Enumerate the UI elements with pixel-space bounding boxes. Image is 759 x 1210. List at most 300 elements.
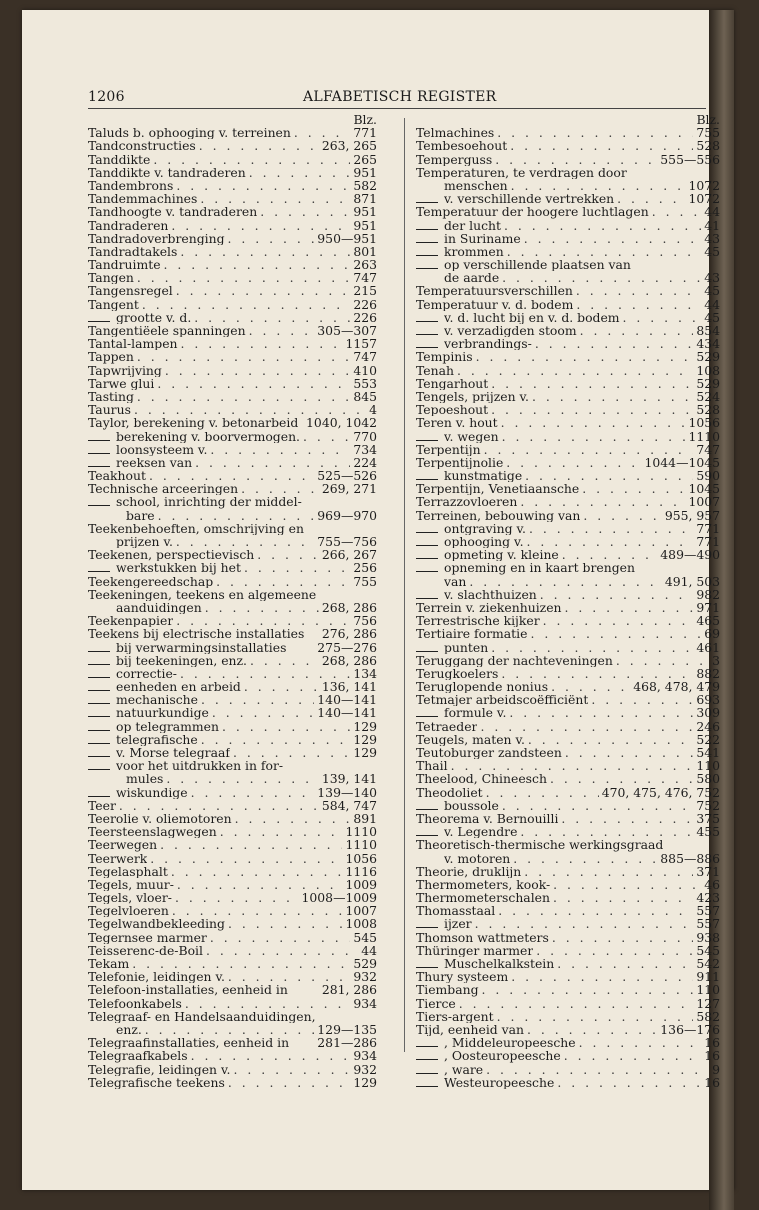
entry-pages: 136, 141 bbox=[321, 680, 377, 694]
dot-leader bbox=[210, 931, 351, 944]
index-entry bbox=[416, 469, 720, 482]
entry-term: , Middeleuropeesche bbox=[444, 1036, 576, 1050]
entry-term: Tandraderen bbox=[88, 218, 169, 232]
index-entry bbox=[416, 1063, 720, 1076]
entry-pages: 555—556 bbox=[660, 152, 720, 166]
entry-term: Thüringer marmer bbox=[416, 943, 534, 957]
entry-term: Telmachines bbox=[416, 126, 495, 140]
entry-term: Tegelasphalt bbox=[88, 864, 168, 878]
entry-pages: 1008 bbox=[345, 917, 377, 931]
entry-pages: 16 bbox=[704, 1036, 720, 1050]
entry-pages: 1008—1009 bbox=[301, 891, 377, 905]
entry-term: Tantal-lampen bbox=[88, 337, 178, 351]
index-entry bbox=[88, 588, 377, 601]
entry-pages: 580 bbox=[696, 772, 720, 786]
entry-pages: 541 bbox=[696, 746, 720, 760]
dot-leader bbox=[553, 891, 693, 904]
entry-pages: 44 bbox=[704, 297, 720, 311]
dot-leader bbox=[142, 298, 350, 311]
entry-pages: 1072 bbox=[688, 178, 720, 193]
dot-leader bbox=[181, 337, 343, 350]
dot-leader bbox=[199, 139, 319, 152]
entry-term: Tandhoogte v. tandraderen bbox=[88, 205, 258, 219]
entry-term: enz. bbox=[116, 1022, 142, 1037]
dot-leader bbox=[583, 509, 661, 522]
dot-leader bbox=[176, 535, 314, 548]
entry-pages: 734 bbox=[353, 442, 377, 456]
entry-pages: 44 bbox=[704, 205, 720, 219]
entry-pages: 16 bbox=[704, 1049, 720, 1063]
dot-leader bbox=[191, 786, 315, 799]
dot-leader bbox=[195, 456, 350, 469]
dot-leader bbox=[616, 654, 709, 667]
entry-pages: 410 bbox=[353, 363, 377, 377]
entry-term: Theelood, Chineesch bbox=[416, 772, 547, 786]
entry-term: Tegelvloeren bbox=[88, 904, 169, 918]
ditto-dash bbox=[416, 545, 438, 546]
ditto-dash bbox=[88, 796, 110, 797]
entry-term: bij verwarmingsinstallaties bbox=[116, 640, 287, 654]
ditto-dash bbox=[416, 268, 438, 269]
ditto-dash bbox=[88, 453, 110, 454]
index-entry bbox=[416, 654, 720, 667]
index-entry bbox=[88, 997, 377, 1010]
dot-leader bbox=[540, 588, 694, 601]
dot-leader bbox=[241, 482, 319, 495]
entry-pages: 771 bbox=[696, 521, 720, 535]
index-entry bbox=[416, 852, 720, 865]
index-entry bbox=[416, 1049, 720, 1062]
entry-pages: 524 bbox=[696, 389, 720, 404]
entry-pages: 801 bbox=[353, 244, 377, 259]
entry-pages: 226 bbox=[353, 297, 377, 311]
dot-leader bbox=[495, 153, 657, 166]
dot-leader bbox=[249, 324, 315, 337]
index-entry bbox=[88, 126, 377, 139]
ditto-dash bbox=[416, 571, 438, 572]
entry-term: Tegels, vloer- bbox=[88, 891, 172, 905]
index-entry bbox=[416, 904, 720, 917]
dot-leader bbox=[294, 126, 350, 139]
entry-term: Tandruimte bbox=[88, 258, 161, 272]
index-entry bbox=[88, 706, 377, 719]
entry-term: v. slachthuizen bbox=[444, 587, 537, 601]
entry-term: boussole bbox=[444, 798, 499, 812]
dot-leader bbox=[166, 772, 318, 785]
index-entry bbox=[88, 416, 377, 429]
ditto-dash bbox=[88, 664, 110, 665]
entry-term: eenheden en arbeid bbox=[116, 680, 241, 694]
dot-leader bbox=[132, 957, 350, 970]
index-entry bbox=[416, 759, 720, 772]
entry-term: op telegrammen bbox=[116, 719, 219, 733]
index-entry bbox=[88, 495, 377, 508]
entry-term: Tanddikte v. tandraderen bbox=[88, 165, 246, 179]
dot-leader bbox=[525, 469, 693, 482]
dot-leader bbox=[176, 179, 350, 192]
index-entry bbox=[88, 983, 377, 996]
entry-term: Tegels, muur- bbox=[88, 877, 174, 892]
entry-term: mules bbox=[126, 772, 164, 786]
entry-term: Temperatuur der hoogere luchtlagen bbox=[416, 205, 649, 219]
dot-leader bbox=[201, 733, 351, 746]
entry-pages: 129 bbox=[353, 732, 377, 746]
entry-pages: 226 bbox=[353, 310, 377, 324]
ditto-dash bbox=[416, 835, 438, 836]
index-entry bbox=[88, 865, 377, 878]
ditto-dash bbox=[416, 479, 438, 480]
ditto-dash bbox=[416, 347, 438, 348]
index-entry bbox=[88, 153, 377, 166]
entry-term: Telegraafinstallaties, eenheid in bbox=[88, 1036, 290, 1050]
dot-leader bbox=[194, 311, 350, 324]
ditto-dash bbox=[416, 440, 438, 441]
dot-leader bbox=[476, 350, 694, 363]
entry-term: Teekenbehoeften, omschrijving en bbox=[88, 521, 304, 535]
blz-label: Blz. bbox=[353, 112, 377, 127]
dot-leader bbox=[480, 720, 693, 733]
index-entry bbox=[88, 904, 377, 917]
index-entry bbox=[416, 931, 720, 944]
entry-pages: 45 bbox=[704, 244, 720, 259]
dot-leader bbox=[497, 1010, 694, 1023]
dot-leader bbox=[502, 271, 701, 284]
entry-term: school, inrichting der middel- bbox=[116, 495, 302, 509]
index-entry bbox=[416, 601, 720, 614]
index-entry bbox=[416, 403, 720, 416]
entry-term: Teekeningen, teekens en algemeene bbox=[88, 587, 317, 601]
entry-pages: 1110 bbox=[345, 825, 377, 839]
entry-term: , Oosteuropeesche bbox=[444, 1049, 561, 1063]
entry-pages: 582 bbox=[696, 1009, 720, 1023]
ditto-dash bbox=[416, 558, 438, 559]
dot-leader bbox=[510, 139, 693, 152]
dot-leader bbox=[550, 772, 693, 785]
index-entry bbox=[416, 245, 720, 258]
entry-pages: 755 bbox=[353, 574, 377, 588]
index-entry bbox=[88, 799, 377, 812]
index-entry bbox=[416, 825, 720, 838]
entry-pages: 3 bbox=[712, 653, 720, 667]
entry-term: v. verzadigden stoom bbox=[444, 324, 577, 338]
entry-pages: 69 bbox=[704, 627, 720, 641]
dot-leader bbox=[303, 430, 350, 443]
entry-pages: 129 bbox=[353, 1075, 377, 1089]
index-entry bbox=[416, 377, 720, 390]
entry-term: Teekengereedschap bbox=[88, 574, 214, 588]
entry-term: v. Morse telegraaf bbox=[116, 746, 230, 760]
dot-leader bbox=[249, 166, 351, 179]
index-entry bbox=[416, 179, 720, 192]
dot-leader bbox=[176, 614, 350, 627]
entry-term: Thermometerschalen bbox=[416, 891, 550, 905]
entry-pages: 43 bbox=[704, 271, 720, 285]
entry-pages: 4 bbox=[369, 403, 377, 417]
dot-leader bbox=[244, 561, 350, 574]
index-entry bbox=[416, 891, 720, 904]
column-divider bbox=[404, 118, 405, 1052]
index-entry bbox=[88, 179, 377, 192]
entry-pages: 1056 bbox=[688, 416, 720, 430]
ditto-dash bbox=[88, 466, 110, 467]
dot-leader bbox=[501, 416, 686, 429]
entry-term: Taluds b. ophooging v. terreinen bbox=[88, 126, 291, 140]
entry-term: Taylor, berekening v. betonarbeid bbox=[88, 416, 299, 430]
dot-leader bbox=[530, 627, 701, 640]
index-entry bbox=[88, 245, 377, 258]
index-entry bbox=[416, 1036, 720, 1049]
index-entry bbox=[88, 469, 377, 482]
index-entry bbox=[88, 970, 377, 983]
entry-pages: 1009 bbox=[345, 877, 377, 892]
index-entry bbox=[416, 944, 720, 957]
dot-leader bbox=[228, 232, 315, 245]
entry-term: Tarwe glui bbox=[88, 376, 155, 390]
entry-pages: 305—307 bbox=[317, 324, 377, 338]
entry-pages: 215 bbox=[353, 284, 377, 298]
entry-term: Tengels, prijzen v. bbox=[416, 389, 529, 404]
entry-term: Teersteenslagwegen bbox=[88, 825, 217, 839]
entry-pages: 1056 bbox=[345, 851, 377, 865]
entry-pages: 1110 bbox=[688, 429, 720, 443]
dot-leader bbox=[134, 403, 366, 416]
entry-pages: 545 bbox=[696, 943, 720, 957]
dot-leader bbox=[172, 904, 343, 917]
entry-pages: 590 bbox=[696, 469, 720, 483]
entry-term: Tertiaire formatie bbox=[416, 627, 528, 641]
entry-term: Teekenen, perspectievisch bbox=[88, 548, 255, 562]
index-entry bbox=[88, 232, 377, 245]
dot-leader bbox=[137, 350, 350, 363]
dot-leader bbox=[459, 997, 694, 1010]
ditto-dash bbox=[416, 598, 438, 599]
index-entry bbox=[416, 983, 720, 996]
index-entry bbox=[416, 561, 720, 574]
entry-term: Terugkoelers bbox=[416, 666, 499, 681]
dot-leader bbox=[562, 548, 658, 561]
dot-leader bbox=[145, 1023, 315, 1036]
dot-leader bbox=[171, 219, 350, 232]
entry-term: der lucht bbox=[444, 218, 501, 232]
ditto-dash bbox=[416, 809, 438, 810]
dot-leader bbox=[486, 786, 599, 799]
dot-leader bbox=[491, 377, 693, 390]
index-entry bbox=[88, 337, 377, 350]
ditto-dash bbox=[416, 967, 438, 968]
dot-leader bbox=[216, 575, 350, 588]
entry-term: Terrestrische kijker bbox=[416, 614, 540, 628]
entry-term: Thury systeem bbox=[416, 970, 509, 984]
entry-pages: 268, 286 bbox=[321, 600, 377, 615]
index-entry bbox=[416, 865, 720, 878]
dot-leader bbox=[491, 641, 693, 654]
entry-pages: 755—756 bbox=[317, 535, 377, 549]
entry-pages: 1116 bbox=[345, 864, 377, 878]
index-entry bbox=[88, 509, 377, 522]
index-entry bbox=[88, 838, 377, 851]
entry-term: op verschillende plaatsen van bbox=[444, 258, 631, 272]
entry-pages: 129 bbox=[353, 746, 377, 760]
ditto-dash bbox=[88, 769, 110, 770]
entry-term: Telefoon-installaties, eenheid in bbox=[88, 983, 288, 997]
entry-term: Teutoburger zandsteen bbox=[416, 746, 562, 760]
entry-term: Tekam bbox=[88, 957, 130, 971]
entry-pages: 971 bbox=[696, 600, 720, 615]
entry-term: Teugels, maten v. bbox=[416, 732, 525, 746]
entry-pages: 134 bbox=[353, 666, 377, 681]
index-entry bbox=[416, 324, 720, 337]
dot-leader bbox=[576, 284, 701, 297]
entry-pages: 45 bbox=[704, 310, 720, 324]
entry-term: Tijd, eenheid van bbox=[416, 1022, 525, 1037]
index-entry bbox=[88, 311, 377, 324]
dot-leader bbox=[520, 825, 693, 838]
ditto-dash bbox=[416, 334, 438, 335]
dot-leader bbox=[491, 403, 693, 416]
entry-term: Temperatuur v. d. bodem bbox=[416, 297, 574, 311]
dot-leader bbox=[228, 917, 342, 930]
dot-leader bbox=[553, 878, 701, 891]
entry-term: loonsysteem v. bbox=[116, 442, 208, 456]
page-number: 1206 bbox=[88, 89, 125, 105]
entry-term: voor het uitdrukken in for- bbox=[116, 759, 284, 773]
dot-leader bbox=[502, 799, 693, 812]
ditto-dash bbox=[416, 202, 438, 203]
index-entry bbox=[88, 192, 377, 205]
dot-leader bbox=[561, 812, 693, 825]
dot-leader bbox=[543, 614, 694, 627]
index-entry bbox=[416, 495, 720, 508]
entry-pages: 375 bbox=[696, 811, 720, 826]
entry-pages: 1110 bbox=[345, 838, 377, 852]
index-entry bbox=[88, 746, 377, 759]
dot-leader bbox=[524, 232, 702, 245]
entry-term: Thermometers, kook- bbox=[416, 877, 551, 892]
dot-leader bbox=[235, 812, 351, 825]
right-column bbox=[416, 113, 720, 1089]
dot-leader bbox=[119, 799, 319, 812]
index-entry bbox=[88, 377, 377, 390]
ditto-dash bbox=[88, 703, 110, 704]
dot-leader bbox=[501, 667, 693, 680]
index-entry bbox=[88, 891, 377, 904]
index-entry bbox=[88, 786, 377, 799]
entry-term: Teruggang der nachteveningen bbox=[416, 653, 613, 667]
entry-pages: 139—140 bbox=[317, 785, 377, 799]
index-entry bbox=[88, 1076, 377, 1089]
dot-leader bbox=[564, 1049, 701, 1062]
ditto-dash bbox=[88, 743, 110, 744]
index-entry bbox=[88, 654, 377, 667]
index-entry bbox=[416, 311, 720, 324]
entry-pages: 1007 bbox=[345, 904, 377, 918]
dot-leader bbox=[486, 1063, 709, 1076]
entry-term: wiskundige bbox=[116, 785, 188, 799]
entry-term: Teisserenc-de-Boil bbox=[88, 943, 203, 957]
index-entry bbox=[416, 746, 720, 759]
ditto-dash bbox=[416, 321, 438, 322]
index-entry bbox=[88, 364, 377, 377]
index-entry bbox=[88, 917, 377, 930]
dot-leader bbox=[149, 469, 314, 482]
ditto-dash bbox=[416, 242, 438, 243]
index-entry bbox=[416, 614, 720, 627]
entry-term: Tembesoehout bbox=[416, 139, 508, 153]
index-entry bbox=[88, 693, 377, 706]
entry-pages: 528 bbox=[696, 139, 720, 153]
index-entry bbox=[416, 482, 720, 495]
index-entry bbox=[88, 852, 377, 865]
index-entry bbox=[88, 667, 377, 680]
index-entry bbox=[416, 997, 720, 1010]
index-entry bbox=[416, 390, 720, 403]
entry-pages: 470, 475, 476, 752 bbox=[601, 785, 720, 799]
dot-leader bbox=[576, 298, 701, 311]
entry-pages: 582 bbox=[353, 178, 377, 193]
entry-pages: 770 bbox=[353, 429, 377, 443]
entry-pages: 43 bbox=[704, 231, 720, 245]
dot-leader bbox=[212, 706, 314, 719]
entry-term: Teruglopende nonius bbox=[416, 680, 549, 694]
page-header bbox=[88, 89, 713, 109]
index-entry bbox=[88, 271, 377, 284]
ditto-dash bbox=[416, 255, 438, 256]
index-entry bbox=[416, 350, 720, 363]
dot-leader bbox=[580, 324, 694, 337]
entry-term: ophooging v. bbox=[444, 535, 524, 549]
entry-term: krommen bbox=[444, 244, 504, 259]
entry-pages: 434 bbox=[696, 337, 720, 351]
entry-pages: 140—141 bbox=[317, 706, 377, 720]
dot-leader bbox=[552, 931, 694, 944]
entry-term: telegrafische bbox=[116, 732, 198, 746]
entry-pages: 41 bbox=[704, 218, 720, 232]
entry-pages: 136—176 bbox=[660, 1022, 720, 1037]
index-entry bbox=[88, 456, 377, 469]
dot-leader bbox=[506, 456, 641, 469]
index-entry bbox=[88, 1049, 377, 1062]
index-entry bbox=[88, 219, 377, 232]
dot-leader bbox=[502, 430, 686, 443]
entry-pages: 129—135 bbox=[317, 1022, 377, 1037]
entry-term: Technische arceeringen bbox=[88, 482, 239, 496]
entry-pages: 771 bbox=[353, 126, 377, 140]
entry-pages: 1007 bbox=[688, 495, 720, 509]
entry-term: prijzen v. bbox=[116, 535, 173, 549]
dot-leader bbox=[176, 284, 351, 297]
entry-term: Teerwegen bbox=[88, 838, 158, 852]
dot-leader bbox=[165, 364, 351, 377]
entry-term: Tandradtakels bbox=[88, 244, 178, 259]
index-entry bbox=[88, 403, 377, 416]
index-entry bbox=[416, 575, 720, 588]
entry-term: Terrazzovloeren bbox=[416, 495, 518, 509]
dot-leader bbox=[527, 535, 694, 548]
index-entry bbox=[416, 693, 720, 706]
entry-pages: 557 bbox=[696, 917, 720, 931]
index-entry bbox=[88, 324, 377, 337]
index-entry bbox=[88, 627, 377, 640]
index-entry bbox=[88, 1036, 377, 1049]
dot-leader bbox=[509, 706, 693, 719]
index-entry bbox=[416, 1076, 720, 1089]
entry-pages: 129 bbox=[353, 719, 377, 733]
dot-leader bbox=[233, 746, 350, 759]
index-entry bbox=[416, 232, 720, 245]
dot-leader bbox=[484, 443, 694, 456]
entry-term: Tegelwandbekleeding bbox=[88, 917, 225, 931]
entry-term: Tappen bbox=[88, 350, 134, 364]
